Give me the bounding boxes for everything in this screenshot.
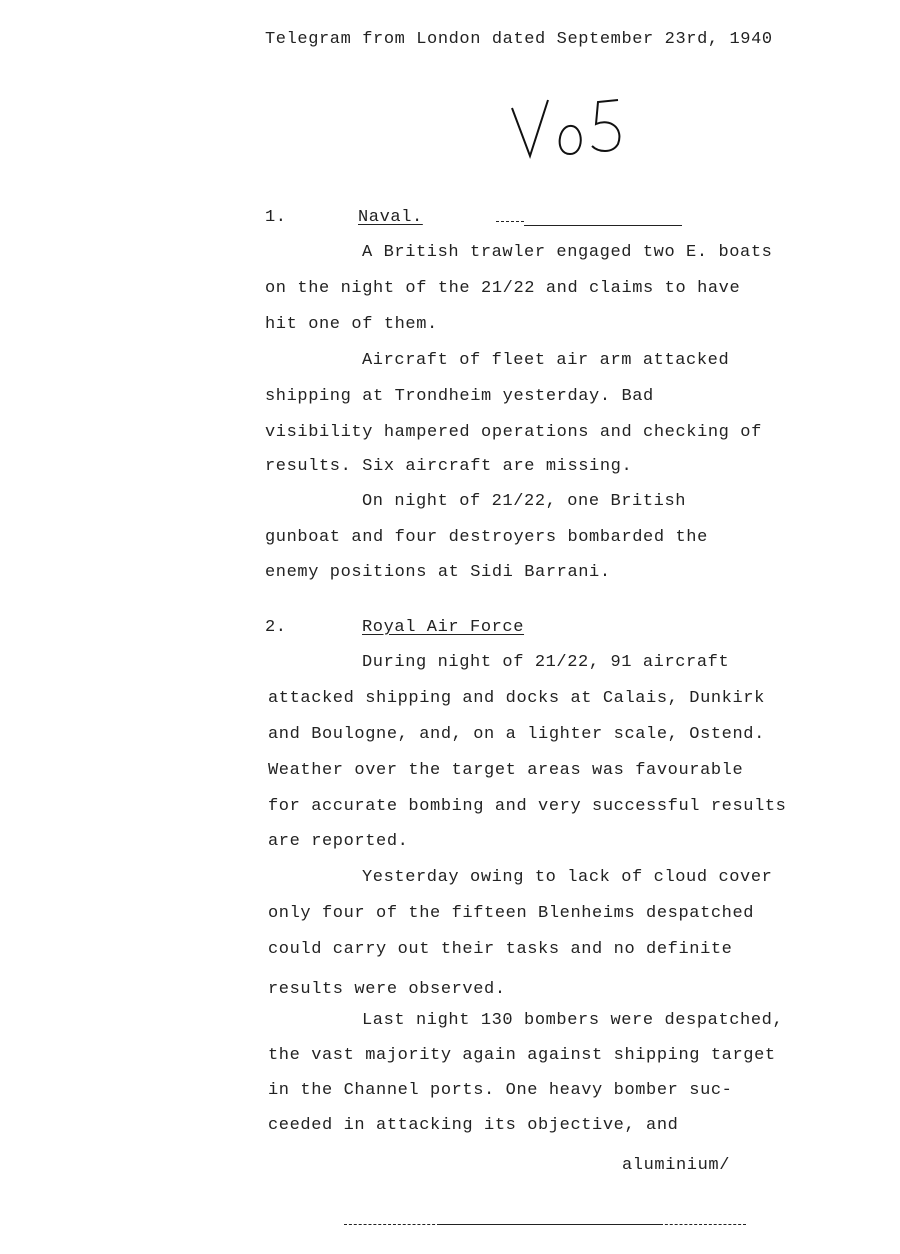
body-line: hit one of them. — [265, 315, 438, 334]
body-line: attacked shipping and docks at Calais, Dunkirk — [268, 689, 765, 708]
body-line: results were observed. — [268, 980, 506, 999]
body-line: results. Six aircraft are missing. — [265, 457, 633, 476]
heading-rule — [524, 225, 682, 226]
footer-rule — [660, 1224, 746, 1225]
body-line: and Boulogne, and, on a lighter scale, Ostend. — [268, 725, 765, 744]
body-line: on the night of the 21/22 and claims to have — [265, 279, 741, 298]
telegram-header: Telegram from London dated September 23rd, 1940 — [265, 30, 773, 49]
body-line: During night of 21/22, 91 aircraft — [362, 653, 730, 672]
body-line: ceeded in attacking its objective, and — [268, 1116, 679, 1135]
body-line: only four of the fifteen Blenheims despatched — [268, 904, 755, 923]
catchword: aluminium/ — [622, 1156, 731, 1175]
body-line: for accurate bombing and very successful results — [268, 797, 787, 816]
body-line: shipping at Trondheim yesterday. Bad — [265, 387, 654, 406]
body-line: On night of 21/22, one British — [362, 492, 687, 511]
body-line: Weather over the target areas was favourable — [268, 761, 744, 780]
body-line: in the Channel ports. One heavy bomber suc- — [268, 1081, 733, 1100]
body-line: the vast majority again against shipping target — [268, 1046, 776, 1065]
heading-rule — [496, 221, 524, 222]
body-line: Last night 130 bombers were despatched, — [362, 1011, 784, 1030]
section-heading: Royal Air Force — [362, 618, 525, 637]
body-line: Aircraft of fleet air arm attacked — [362, 351, 730, 370]
footer-rule — [344, 1224, 440, 1225]
handwritten-mark — [500, 88, 630, 168]
section-heading: Naval. — [358, 208, 423, 227]
body-line: visibility hampered operations and checking of — [265, 423, 762, 442]
section-number: 2. — [265, 618, 287, 637]
body-line: Yesterday owing to lack of cloud cover — [362, 868, 773, 887]
body-line: could carry out their tasks and no definite — [268, 940, 733, 959]
body-line: gunboat and four destroyers bombarded the — [265, 528, 708, 547]
body-line: enemy positions at Sidi Barrani. — [265, 563, 611, 582]
footer-rule — [440, 1224, 660, 1225]
body-line: are reported. — [268, 832, 409, 851]
body-line: A British trawler engaged two E. boats — [362, 243, 773, 262]
section-number: 1. — [265, 208, 287, 227]
